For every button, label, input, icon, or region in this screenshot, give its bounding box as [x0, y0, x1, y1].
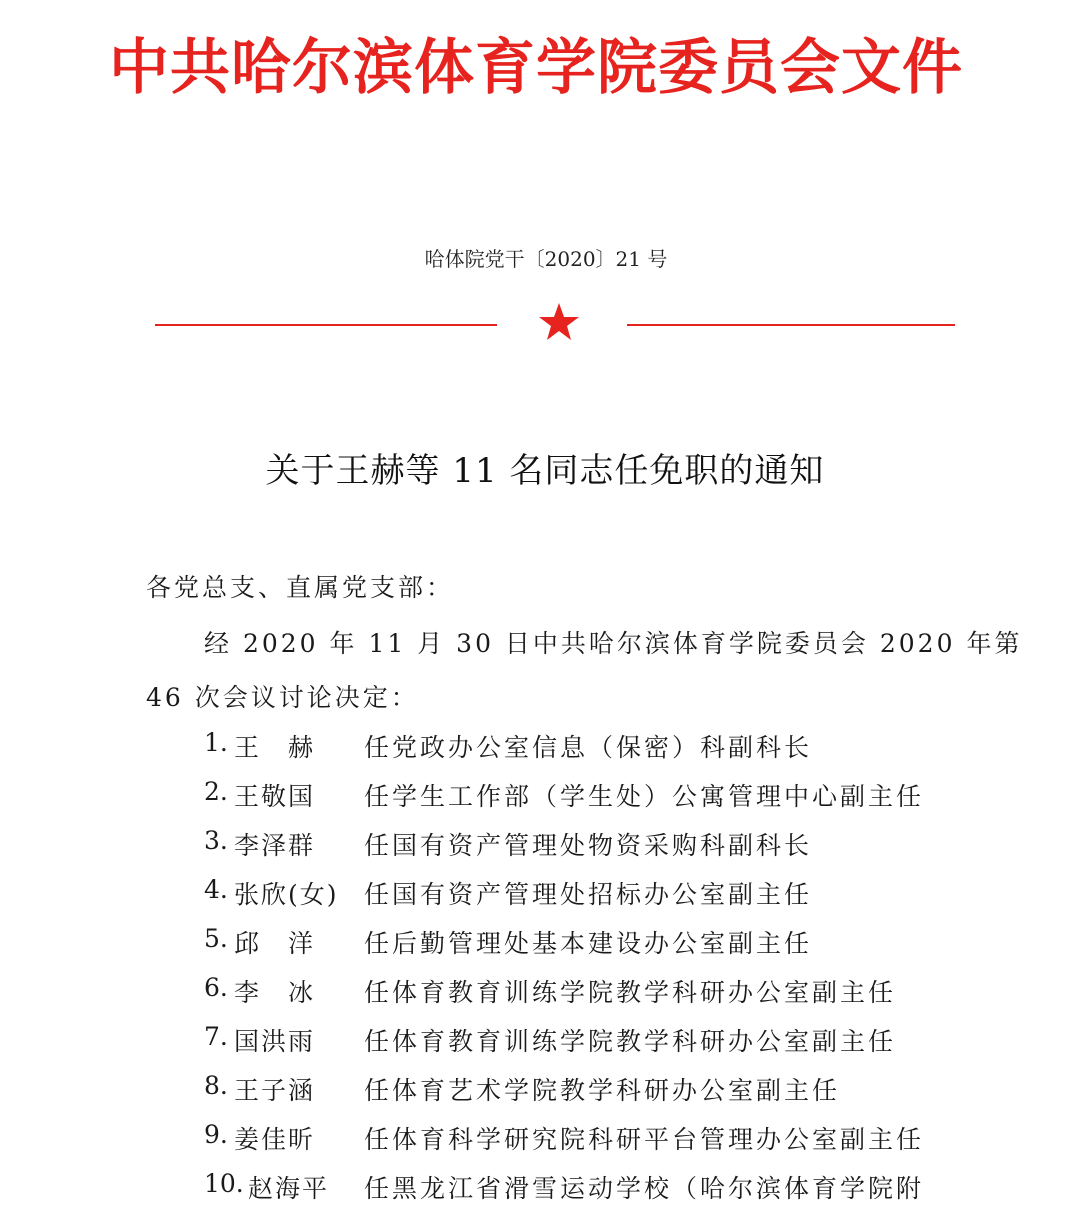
red-star-icon	[538, 302, 580, 342]
salutation: 各党总支、直属党支部：	[146, 573, 455, 602]
intro-line-2: 46 次会议讨论决定：	[146, 683, 419, 712]
notice-title: 关于王赫等 11 名同志任免职的通知	[265, 451, 825, 491]
appointee-name: 姜佳昕	[234, 1125, 316, 1154]
appointment-role: 任学生工作部（学生处）公寓管理中心副主任	[364, 782, 925, 811]
appointee-name: 王 赫	[234, 733, 316, 762]
header-divider-left	[155, 324, 497, 326]
appointment-role: 任国有资产管理处招标办公室副主任	[364, 880, 813, 909]
appointment-role: 任体育教育训练学院教学科研办公室副主任	[364, 1027, 897, 1056]
appointee-name: 国洪雨	[234, 1027, 316, 1056]
document-number: 哈体院党干〔2020〕21 号	[424, 247, 668, 271]
intro-line-1: 经 2020 年 11 月 30 日中共哈尔滨体育学院委员会 2020 年第	[204, 629, 1023, 658]
appointment-number: 9.	[204, 1120, 228, 1149]
appointment-number: 4.	[204, 875, 228, 904]
appointment-number: 8.	[204, 1071, 228, 1100]
appointment-role: 任黑龙江省滑雪运动学校（哈尔滨体育学院附	[364, 1174, 925, 1203]
appointment-role: 任后勤管理处基本建设办公室副主任	[364, 929, 813, 958]
appointment-role: 任体育科学研究院科研平台管理办公室副主任	[364, 1125, 925, 1154]
appointee-name: 王子涵	[234, 1076, 316, 1105]
appointee-name: 王敬国	[234, 782, 316, 811]
appointee-name: 赵海平	[248, 1174, 330, 1203]
appointment-number: 5.	[204, 924, 228, 953]
document-header-title: 中共哈尔滨体育学院委员会文件	[109, 33, 963, 103]
appointment-number: 10.	[204, 1169, 244, 1198]
appointee-name: 李 冰	[234, 978, 316, 1007]
appointee-name: 邱 洋	[234, 929, 316, 958]
appointment-number: 7.	[204, 1022, 228, 1051]
appointment-role: 任体育教育训练学院教学科研办公室副主任	[364, 978, 897, 1007]
appointment-role: 任党政办公室信息（保密）科副科长	[364, 733, 813, 762]
appointment-number: 3.	[204, 826, 228, 855]
header-divider-right	[627, 324, 955, 326]
appointment-number: 1.	[204, 728, 228, 757]
appointee-name: 张欣(女)	[234, 880, 339, 909]
appointee-name: 李泽群	[234, 831, 316, 860]
appointment-number: 2.	[204, 777, 228, 806]
appointment-number: 6.	[204, 973, 228, 1002]
appointment-role: 任体育艺术学院教学科研办公室副主任	[364, 1076, 841, 1105]
appointment-role: 任国有资产管理处物资采购科副科长	[364, 831, 813, 860]
